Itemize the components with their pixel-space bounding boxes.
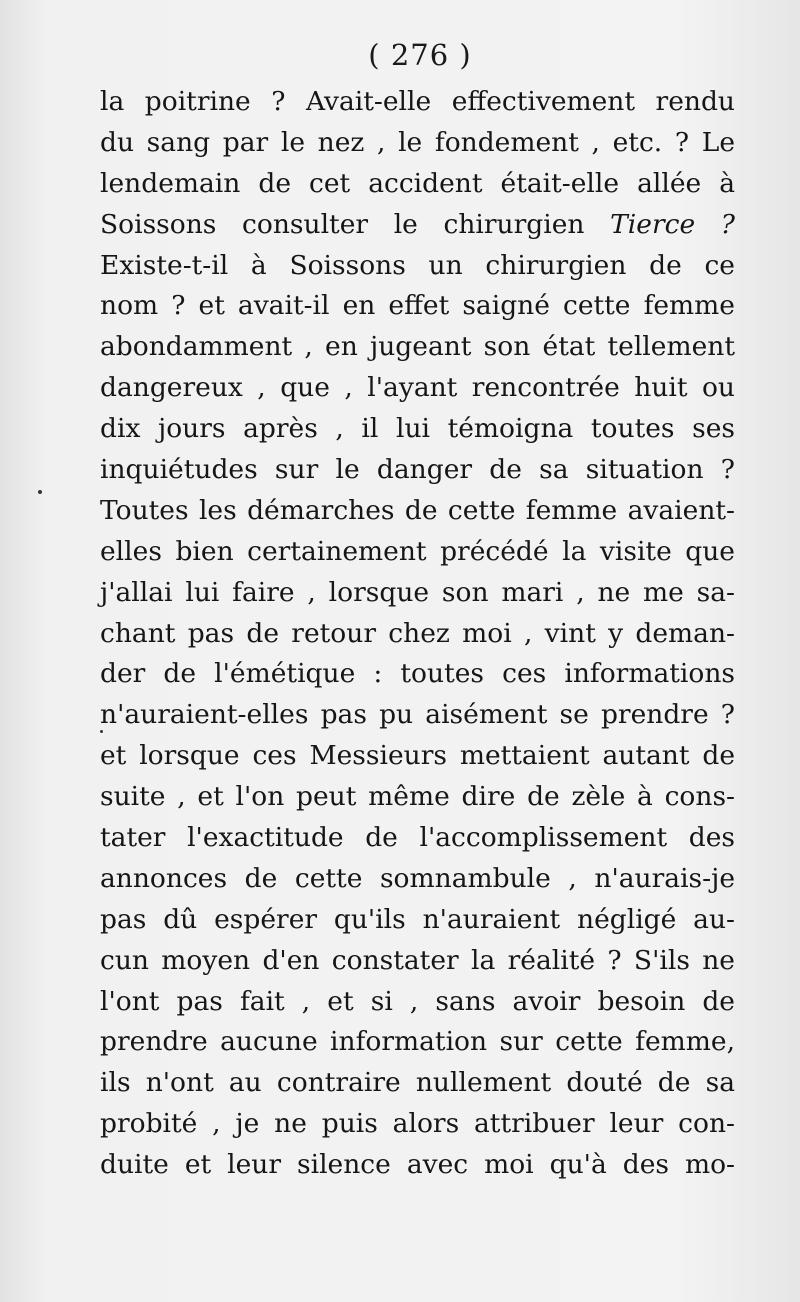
ink-speck: [100, 730, 103, 733]
text-line-20: annonces de cette somnambule , n'aurais-je: [100, 862, 735, 894]
text-line-22: cun moyen d'en constater la réalité ? S'ils ne: [100, 944, 735, 976]
text-line-16: n'auraient-elles pas pu aisément se prendre ?: [100, 699, 735, 731]
text-line-25: ils n'ont au contraire nullement douté de sa: [100, 1067, 735, 1099]
text-line-1: la poitrine ? Avait-elle effectivement rendu: [100, 86, 735, 117]
text-line-15: der de l'émétique : toutes ces informations: [100, 658, 735, 690]
text-line-10: inquiétudes sur le danger de sa situation ?: [100, 454, 735, 486]
text-line-26: probité , je ne puis alors attribuer leur con-: [100, 1108, 735, 1140]
text-line-6: nom ? et avait-il en effet saigné cette femme: [100, 290, 735, 322]
ink-speck: [38, 490, 42, 494]
text-line-8: dangereux , que , l'ayant rencontrée huit ou: [100, 372, 735, 404]
text-line-3: lendemain de cet accident était-elle allée à: [100, 167, 735, 199]
page-number: ( 276 ): [368, 38, 472, 72]
text-line-5: Existe-t-il à Soissons un chirurgien de ce: [100, 249, 735, 281]
text-line-14: chant pas de retour chez moi , vint y deman-: [100, 617, 735, 649]
text-line-11: Toutes les démarches de cette femme avaient-: [100, 494, 735, 526]
text-line-4-italic: Tierce ?: [610, 208, 735, 240]
body-text: [100, 82, 735, 1186]
text-line-17: et lorsque ces Messieurs mettaient autant de: [100, 740, 735, 772]
text-line-12: elles bien certainement précédé la visite que: [100, 535, 735, 567]
text-line-2: du sang par le nez , le fondement , etc. ? Le: [100, 126, 735, 158]
text-line-18: suite , et l'on peut même dire de zèle à cons-: [100, 781, 735, 813]
text-line-24: prendre aucune information sur cette femme,: [100, 1026, 735, 1058]
text-line-13: j'allai lui faire , lorsque son mari , ne me sa-: [100, 576, 735, 608]
text-line-9: dix jours après , il lui témoigna toutes ses: [100, 413, 735, 445]
text-line-19: tater l'exactitude de l'accomplissement des: [100, 822, 735, 854]
text-line-4-roman: Soissons consulter le chirurgien: [100, 208, 585, 240]
text-line-23: l'ont pas fait , et si , sans avoir besoin de: [100, 985, 735, 1017]
text-line-21: pas dû espérer qu'ils n'auraient négligé au-: [100, 903, 735, 935]
text-line-4: [100, 205, 735, 246]
text-line-7: abondamment , en jugeant son état tellement: [100, 331, 735, 363]
text-line-27: duite et leur silence avec moi qu'à des mo-: [100, 1149, 735, 1181]
